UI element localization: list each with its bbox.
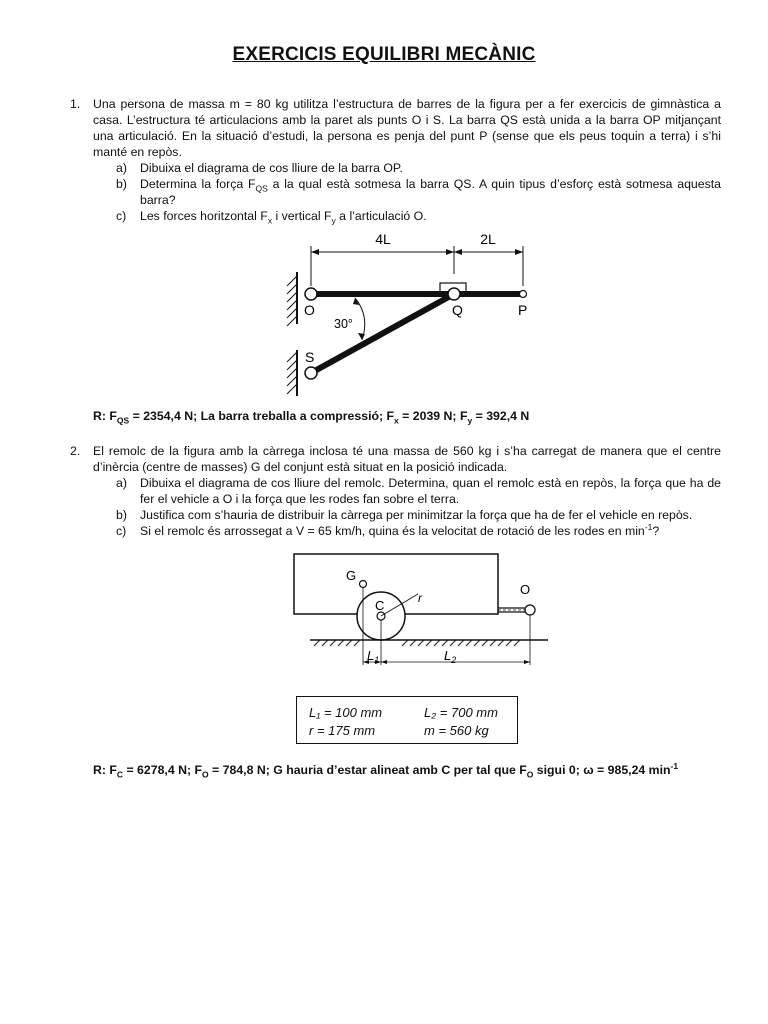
ex2-b-text: Justifica com s’hauria de distribuir la càrrega per minimitzar la força que ha de fer el vehicle en repòs. <box>140 508 693 522</box>
structure-figure <box>270 228 550 398</box>
angle-label: 30° <box>334 317 353 331</box>
table-l1: L₁ = 100 mm <box>309 705 383 720</box>
ex2-answer: R: $F_C = 6278,4$ N; $F_O = 784,8$ N; G hauria d’estar alineat amb C per tal que $F_O$ sigui 0; ω = 985,24 $\min^{-1}$ <box>93 760 679 780</box>
ex1-c-text: Les forces horitzontal $F_x$ i vertical $F_y$ a l’articulació O. <box>140 209 427 226</box>
ex2-statement: El remolc de la figura amb la càrrega inclosa té una massa de 560 kg i s’ha carregat de manera que el centre d’inèrcia (centre de masses) G del conjunt està situat en la posició indicada. <box>93 444 721 474</box>
ex1-number: 1. <box>70 97 81 111</box>
ex1-b-text: Determina la força $F_{QS}$ a la qual està sotmesa la barra QS. A quin tipus d’esforç està sotmesa aquesta barra? <box>140 177 721 207</box>
trailer-o-label: O <box>520 582 531 597</box>
ex2-c-text: Si el remolc és arrossegat a V = 65 km/h, quina és la velocitat de rotació de les rodes en $\min^{-1}$? <box>140 521 660 538</box>
point-p-label: P <box>518 302 528 318</box>
point-c-label: C <box>375 598 385 613</box>
ex1-c-letter: c) <box>116 209 127 223</box>
dim-4l: 4L <box>375 231 391 247</box>
table-m: m = 560 kg <box>424 723 489 738</box>
ex1-a-text: Dibuixa el diagrama de cos lliure de la barra OP. <box>140 161 403 175</box>
ex2-a-text: Dibuixa el diagrama de cos lliure del remolc. Determina, quan el remolc està en repòs, la força que ha de fer el vehicle a O i la força que les rodes fan sobre el terra. <box>140 476 721 506</box>
ex2-a-letter: a) <box>116 476 127 490</box>
ex1-answer: R: $F_{QS} = 2354,4$ N; La barra treballa a compressió; $F_x = 2039$ N; $F_y = 392,4$ N <box>93 409 530 426</box>
ex1-a-letter: a) <box>116 161 127 175</box>
l2-label: $L_2$ <box>444 648 457 665</box>
radius-label: r <box>418 591 422 605</box>
point-q-label: Q <box>452 302 463 318</box>
trailer-figure <box>280 550 550 675</box>
dim-2l: 2L <box>480 231 496 247</box>
l1-label: $L_1$ <box>367 648 380 665</box>
point-g-label: G <box>346 568 357 583</box>
ex2-c-letter: c) <box>116 524 127 538</box>
point-o-label: O <box>304 302 315 318</box>
ex1-statement: Una persona de massa m = 80 kg utilitza l’estructura de barres de la figura per a fer exercicis de gimnàstica a casa. L’estructura té articulacions amb la paret als punts O i S. La barra QS està unida a la barra OP mitjançant una articulació. En la situació d’estudi, la persona es penja del punt P (sense que els peus toquin a terra) i s’hi manté en repòs. <box>93 97 721 159</box>
table-l2: L₂ = 700 mm <box>424 705 498 720</box>
ex2-number: 2. <box>70 444 81 458</box>
ex1-b-letter: b) <box>116 177 127 191</box>
page-title: EXERCICIS EQUILIBRI MECÀNIC <box>232 44 536 65</box>
data-table <box>296 696 518 744</box>
table-r: r = 175 mm <box>309 723 376 738</box>
ex2-b-letter: b) <box>116 508 127 522</box>
point-s-label: S <box>305 349 315 365</box>
